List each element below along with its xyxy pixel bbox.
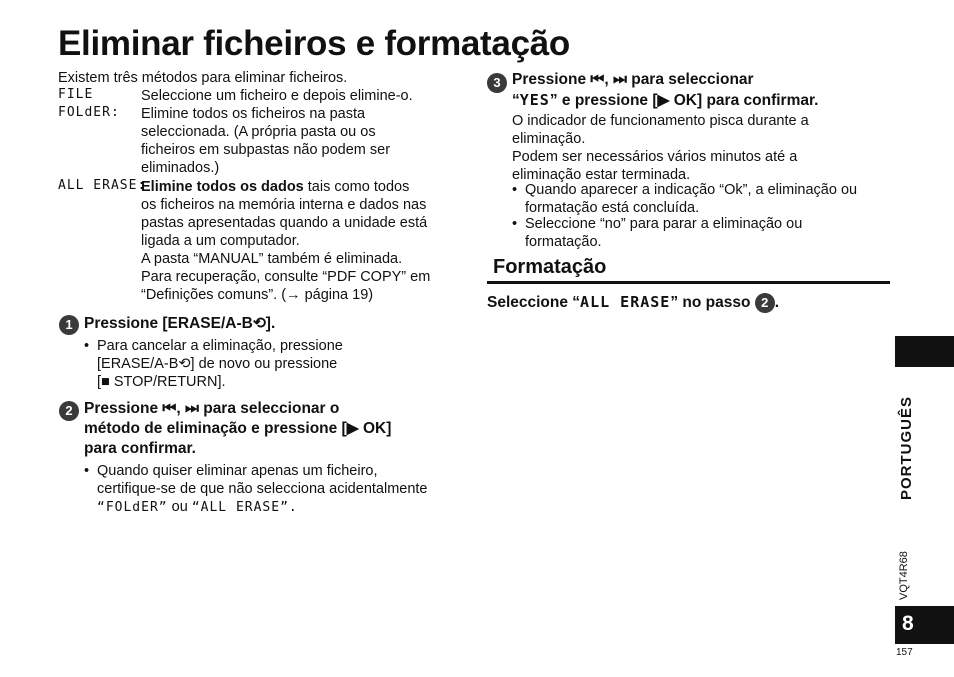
method-desc-folder: Elimine todos os ficheiros na pasta seleccionada. (A própria pasta ou os ficheiros em subpastas não podem ser eliminados.) xyxy=(141,106,391,176)
intro-text: Existem três métodos para eliminar ficheiros. xyxy=(58,70,348,86)
method-code-all-erase: ALL ERASE: xyxy=(58,178,147,193)
step-ref-badge: 2 xyxy=(755,293,775,313)
method-desc-all-erase: Elimine todos os dados tais como todos os ficheiros na memória interna e dados nas pastas apresentadas quando a unidade está ligada a um computador. A pasta “MANUAL” também é eliminada. Para recuperação, consulte “PDF COPY” em “Definições comuns”. (→ página 19) xyxy=(141,179,431,303)
page-title: Eliminar ficheiros e formatação xyxy=(58,24,570,63)
method-code-file: FILE xyxy=(58,87,94,102)
step-2-badge: 2 xyxy=(59,401,79,421)
step-2-bullet: • Quando quiser eliminar apenas um ficheiro, certifique-se de que não selecciona acidentalmente “FOLdER” ou “ALL ERASE”. xyxy=(84,463,428,515)
section-title-formatacao: Formatação xyxy=(493,256,607,278)
step-3-bullet-no: • Seleccione “no” para parar a eliminação ou formatação. xyxy=(512,216,803,250)
format-instruction: Seleccione “ALL ERASE” no passo 2 . xyxy=(487,293,780,311)
step-3-body: O indicador de funcionamento pisca durante a eliminação. Podem ser necessários vários minutos até a eliminação estar terminada. xyxy=(512,113,809,183)
language-tab xyxy=(895,336,954,367)
language-label: PORTUGUÊS xyxy=(898,395,915,500)
page-sub-number: 157 xyxy=(896,647,913,658)
document-code: VQT4R68 xyxy=(898,551,910,600)
method-code-folder: FOLdER: xyxy=(58,105,120,120)
step-3-title: Pressione ⏮, ⏭ para seleccionar “YES” e pressione [▶ OK] para confirmar. xyxy=(512,71,819,109)
method-desc-file: Seleccione um ficheiro e depois elimine-o. xyxy=(141,88,413,104)
section-rule xyxy=(487,281,890,284)
step-1-badge: 1 xyxy=(59,315,79,335)
step-3-bullet-ok: • Quando aparecer a indicação “Ok”, a eliminação ou formatação está concluída. xyxy=(512,182,858,216)
step-3-badge: 3 xyxy=(487,73,507,93)
step-2-title: Pressione ⏮, ⏭ para seleccionar o método de eliminação e pressione [▶ OK] para confirmar. xyxy=(84,400,392,457)
step-1-bullet: • Para cancelar a eliminação, pressione [ERASE/A-B⟲] de novo ou pressione [■ STOP/RETURN]. xyxy=(84,338,343,390)
page-number: 8 xyxy=(902,612,914,635)
step-1-title: Pressione [ERASE/A-B⟲]. xyxy=(84,315,276,332)
